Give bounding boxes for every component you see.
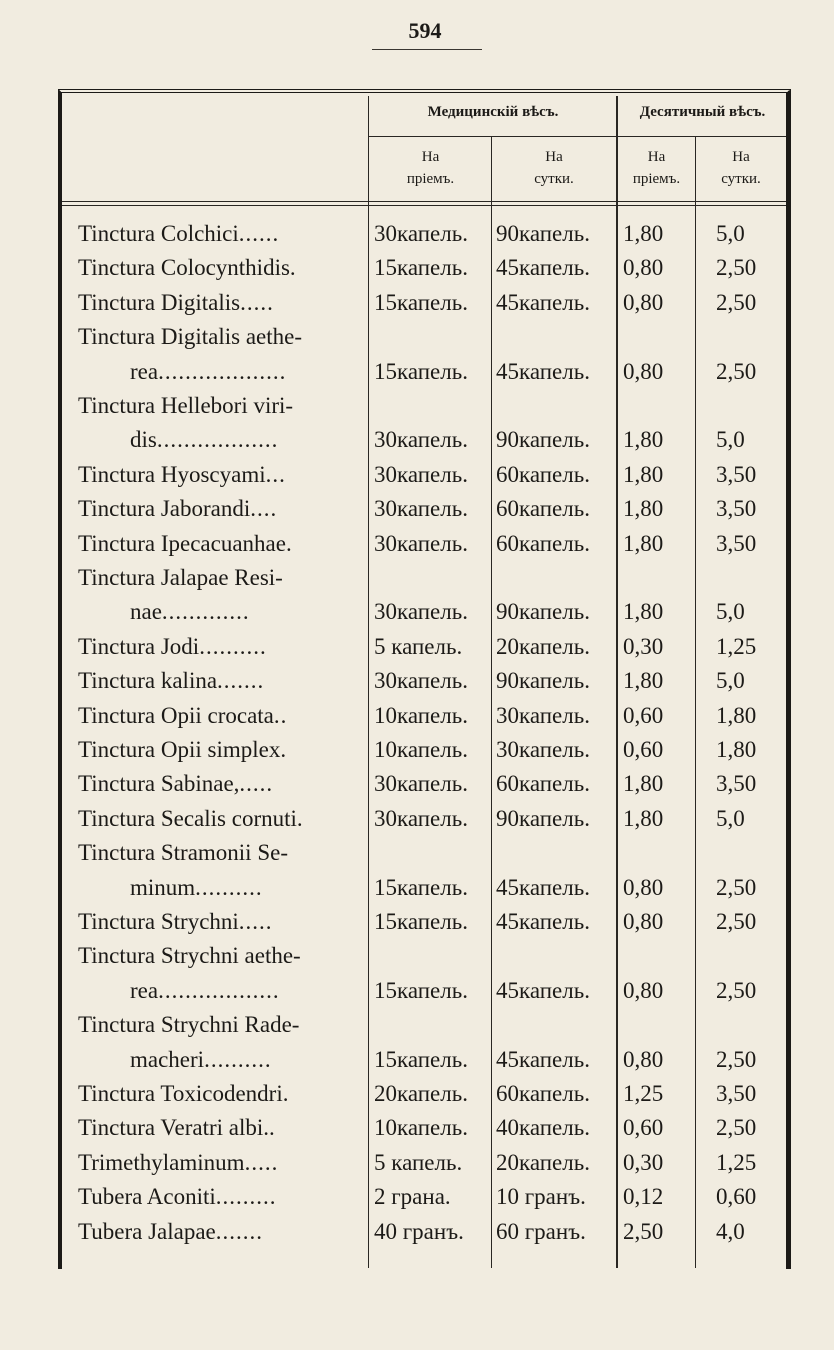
medical-day-cell: 45капель.: [496, 909, 590, 934]
drug-name-text: Tinctura Veratri albi.: [78, 1115, 269, 1141]
medical-day-cell: 45капель.: [496, 1046, 590, 1072]
decimal-day-cell: 1,80: [716, 702, 757, 728]
decimal-dose-cell: 1,80: [623, 668, 664, 694]
medical-dose-cell: 15капель.: [374, 909, 468, 934]
table-row: [0, 974, 834, 1010]
decimal-dose-cell: 0,60: [623, 1115, 664, 1141]
subheader-med-dose-line1: На: [421, 149, 440, 165]
decimal-day-cell: 2,50: [716, 255, 757, 281]
decimal-dose-cell: 0,80: [623, 1046, 664, 1072]
drug-name: [130, 359, 362, 385]
medical-day-cell: 40капель.: [496, 1115, 590, 1141]
drug-name-text: Tinctura Jalapae Resi-: [78, 565, 283, 590]
leader-dots: ..........: [199, 633, 267, 659]
drug-name: [78, 1150, 362, 1176]
decimal-dose-cell: 0,30: [623, 633, 664, 659]
drug-name: [78, 771, 362, 797]
subheader-dec-dose-line1: На: [647, 149, 666, 165]
drug-name: [78, 1115, 362, 1141]
medical-dose-cell: 15капель.: [374, 358, 468, 384]
medical-day-cell: 45капель.: [496, 977, 590, 1003]
decimal-day-cell: 1,25: [716, 1149, 757, 1175]
medical-dose-cell: 30капель.: [374, 496, 468, 522]
medical-dose-cell: 15капель.: [374, 977, 468, 1003]
drug-name: [78, 840, 362, 866]
drug-name: [78, 806, 362, 832]
medical-dose-cell: 2 грана.: [374, 1184, 451, 1210]
decimal-dose-cell: 1,80: [623, 599, 664, 625]
drug-name-text: Tinctura Opii simplex: [78, 737, 281, 762]
medical-day-cell: 90капель.: [496, 599, 590, 625]
table-row: [0, 355, 834, 391]
medical-dose-cell: 30капель.: [374, 530, 468, 556]
drug-name: [78, 393, 362, 419]
drug-name-text: Tinctura Colchici: [78, 221, 239, 246]
medical-dose-cell: 30капель.: [374, 599, 468, 625]
drug-name-text: Tinctura kalina: [78, 668, 218, 694]
medical-day-cell: 90капель.: [496, 668, 590, 694]
drug-name-text: dis: [130, 427, 157, 453]
table-row: [0, 561, 834, 597]
medical-dose-cell: 30капель.: [374, 668, 468, 694]
leader-dots: .....: [240, 289, 274, 315]
drug-name-text: Tinctura Toxicodendri: [78, 1081, 283, 1106]
medical-dose-cell: 30капель.: [374, 461, 468, 487]
drug-name: [78, 531, 362, 557]
medical-day-cell: 30капель.: [496, 737, 590, 762]
decimal-day-cell: 2,50: [716, 909, 757, 934]
table-row: [0, 320, 834, 356]
table-row: [0, 251, 834, 287]
medical-day-cell: 90капель.: [496, 805, 590, 831]
leader-dots: ..................: [156, 427, 279, 453]
header-bottom-rule-second: [62, 205, 786, 206]
medical-dose-cell: 15капель.: [374, 289, 468, 315]
drug-name-text: Tinctura Strychni aethe-: [78, 943, 301, 969]
medical-dose-cell: 20капель.: [374, 1081, 468, 1106]
table-row: [0, 389, 834, 425]
decimal-dose-cell: 1,25: [623, 1081, 664, 1106]
drug-name-text: Tinctura Stramonii Se-: [78, 840, 288, 866]
drug-name: [130, 427, 362, 453]
decimal-dose-cell: 0,80: [623, 358, 664, 384]
medical-day-cell: 45капель.: [496, 358, 590, 384]
table-row: [0, 905, 834, 941]
leader-dots: ..........: [204, 1046, 272, 1072]
table-row: [0, 492, 834, 528]
drug-name: [130, 599, 362, 625]
leader-dots: .: [285, 530, 293, 556]
decimal-day-cell: 4,0: [716, 1218, 745, 1244]
decimal-dose-cell: 1,80: [623, 496, 664, 522]
leader-dots: .......: [215, 1218, 263, 1244]
leader-dots: ....: [250, 496, 278, 522]
medical-dose-cell: 15капель.: [374, 255, 468, 281]
medical-day-cell: 10 гранъ.: [496, 1184, 586, 1210]
drug-name: [78, 634, 362, 660]
decimal-dose-cell: 0,60: [623, 702, 664, 728]
decimal-day-cell: 2,50: [716, 358, 757, 384]
leader-dots: ..: [273, 702, 288, 728]
decimal-dose-cell: 1,80: [623, 427, 664, 453]
drug-name: [78, 668, 362, 694]
subheader-dec-dose-line2: пріемъ.: [632, 171, 681, 187]
medical-day-cell: 60капель.: [496, 530, 590, 556]
subheader-dec-day: [696, 146, 786, 190]
drug-name-text: Tinctura Jodi: [78, 633, 200, 659]
leader-dots: ......: [238, 221, 280, 246]
page-number-rule: [372, 49, 482, 50]
subheader-dec-day-line1: На: [732, 149, 750, 165]
decimal-dose-cell: 0,80: [623, 289, 664, 315]
leader-dots: .: [282, 1081, 290, 1106]
leader-dots: .............: [161, 599, 250, 625]
decimal-day-cell: 5,0: [716, 221, 745, 246]
subheader-med-dose: [370, 146, 491, 190]
medical-day-cell: 60капель.: [496, 461, 590, 487]
drug-name: [78, 1219, 362, 1245]
decimal-dose-cell: 2,50: [623, 1218, 664, 1244]
drug-name: [78, 1184, 362, 1210]
drug-name-text: Tinctura Secalis cornuti.: [78, 805, 303, 831]
subheader-med-day-line2: сутки.: [534, 171, 574, 187]
decimal-day-cell: 1,25: [716, 633, 757, 659]
table-row: [0, 836, 834, 872]
table-row: [0, 1077, 834, 1113]
table-row: [0, 1043, 834, 1079]
medical-day-cell: 60 гранъ.: [496, 1218, 586, 1244]
drug-name-text: Tubera Jalapae: [78, 1218, 216, 1244]
decimal-day-cell: 2,50: [716, 1115, 757, 1141]
leader-dots: .....: [239, 771, 274, 797]
drug-name: [78, 909, 362, 935]
table-row: [0, 1146, 834, 1182]
table-row: [0, 767, 834, 803]
decimal-day-cell: 3,50: [716, 771, 757, 797]
table-row: [0, 1111, 834, 1147]
decimal-day-cell: 2,50: [716, 1046, 757, 1072]
medical-day-cell: 20капель.: [496, 633, 590, 659]
medical-dose-cell: 40 гранъ.: [374, 1218, 464, 1244]
medical-dose-cell: 10капель.: [374, 1115, 468, 1141]
decimal-day-cell: 5,0: [716, 427, 745, 453]
table-row: [0, 286, 834, 322]
drug-name-text: Tinctura Strychni Rade-: [78, 1012, 300, 1038]
table-row: [0, 664, 834, 700]
leader-dots: .: [289, 255, 297, 281]
table-row: [0, 458, 834, 494]
decimal-dose-cell: 0,60: [623, 737, 664, 762]
table-row: [0, 699, 834, 735]
medical-dose-cell: 30капель.: [374, 805, 468, 831]
medical-dose-cell: 15капель.: [374, 874, 468, 900]
decimal-day-cell: 0,60: [716, 1184, 757, 1210]
page-number: 594: [408, 18, 442, 43]
drug-name-text: Trimethylaminum: [78, 1149, 245, 1175]
header-bottom-rule: [62, 201, 786, 202]
decimal-dose-cell: 1,80: [623, 461, 664, 487]
medical-day-cell: 60капель.: [496, 771, 590, 797]
leader-dots: .....: [244, 1149, 279, 1175]
leader-dots: ..................: [158, 977, 280, 1003]
drug-name: [130, 875, 362, 901]
subheader-med-day: [492, 146, 616, 190]
table-row: [0, 527, 834, 563]
drug-name-text: macheri: [130, 1046, 205, 1072]
medical-dose-cell: 5 капель.: [374, 633, 463, 659]
medical-day-cell: 45капель.: [496, 289, 590, 315]
medical-dose-cell: 5 капель.: [374, 1149, 463, 1175]
medical-dose-cell: 30капель.: [374, 771, 468, 797]
table-row: [0, 217, 834, 253]
medical-day-cell: 20капель.: [496, 1149, 590, 1175]
drug-name: [78, 290, 362, 316]
medical-day-cell: 90капель.: [496, 221, 590, 246]
drug-name-text: minum: [130, 874, 196, 900]
decimal-dose-cell: 0,80: [623, 255, 664, 281]
drug-name: [78, 565, 362, 591]
subheader-dec-day-line2: сутки.: [721, 171, 761, 187]
header-group-rule: [368, 136, 786, 137]
decimal-day-cell: 1,80: [716, 737, 757, 762]
medical-dose-cell: 30капель.: [374, 427, 468, 453]
drug-name: [78, 943, 362, 969]
medical-day-cell: 60капель.: [496, 496, 590, 522]
leader-dots: ...................: [158, 358, 287, 384]
drug-name-text: Tinctura Hyoscyami: [78, 461, 266, 487]
subheader-dec-dose: [618, 146, 695, 190]
medical-day-cell: 90капель.: [496, 427, 590, 453]
decimal-day-cell: 2,50: [716, 874, 757, 900]
subheader-med-day-line1: На: [545, 149, 563, 165]
decimal-dose-cell: 1,80: [623, 805, 664, 831]
decimal-dose-cell: 1,80: [623, 221, 664, 246]
decimal-dose-cell: 0,30: [623, 1149, 664, 1175]
drug-name: [78, 255, 362, 281]
decimal-day-cell: 5,0: [716, 668, 745, 694]
decimal-day-cell: 2,50: [716, 977, 757, 1003]
medical-dose-cell: 15капель.: [374, 1046, 468, 1072]
drug-name-text: Tinctura Jaborandi: [78, 496, 251, 522]
decimal-dose-cell: 0,80: [623, 977, 664, 1003]
table-row: [0, 1215, 834, 1251]
drug-name: [78, 462, 362, 488]
drug-name-text: Tinctura Hellebori viri-: [78, 393, 294, 418]
drug-name: [78, 221, 362, 247]
drug-name: [78, 703, 362, 729]
drug-name-text: rea: [130, 977, 159, 1003]
medical-day-cell: 45капель.: [496, 874, 590, 900]
table-row: [0, 630, 834, 666]
group-header-medical: Медицинскій вѣсъ.: [427, 104, 559, 120]
drug-name: [78, 1081, 362, 1107]
drug-name: [78, 737, 362, 763]
drug-name-text: Tinctura Colocynthidis: [78, 255, 290, 281]
leader-dots: .......: [217, 668, 265, 694]
table-row: [0, 871, 834, 907]
drug-name-text: Tinctura Ipecacuanhae: [78, 530, 286, 556]
table-row: [0, 595, 834, 631]
leader-dots: .........: [215, 1184, 277, 1210]
drug-name: [78, 324, 362, 350]
drug-name-text: Tinctura Opii crocata: [78, 702, 274, 728]
decimal-day-cell: 3,50: [716, 461, 757, 487]
leader-dots: .: [269, 1115, 276, 1141]
group-header-decimal: Десятичный вѣсъ.: [639, 104, 766, 120]
drug-name-text: Tubera Aconiti: [78, 1184, 216, 1210]
drug-name-text: rea: [130, 358, 159, 384]
medical-day-cell: 45капель.: [496, 255, 590, 281]
decimal-dose-cell: 1,80: [623, 771, 664, 797]
decimal-dose-cell: 0,12: [623, 1184, 664, 1210]
table-row: [0, 802, 834, 838]
decimal-day-cell: 3,50: [716, 1081, 757, 1106]
leader-dots: .: [280, 737, 288, 762]
medical-dose-cell: 10капель.: [374, 702, 468, 728]
decimal-day-cell: 5,0: [716, 599, 745, 625]
decimal-day-cell: 3,50: [716, 530, 757, 556]
decimal-day-cell: 2,50: [716, 289, 757, 315]
drug-name-text: Tinctura Strychni: [78, 909, 239, 934]
drug-name: [78, 1012, 362, 1038]
medical-day-cell: 60капель.: [496, 1081, 590, 1106]
drug-name-text: Tinctura Digitalis aethe-: [78, 324, 302, 350]
table-row: [0, 733, 834, 769]
table-row: [0, 1180, 834, 1216]
medical-day-cell: 30капель.: [496, 702, 590, 728]
drug-name: [78, 496, 362, 522]
decimal-day-cell: 3,50: [716, 496, 757, 522]
medical-dose-cell: 30капель.: [374, 221, 468, 246]
decimal-dose-cell: 0,80: [623, 909, 664, 934]
drug-name-text: Tinctura Sabinae,: [78, 771, 240, 797]
leader-dots: ...: [265, 461, 286, 487]
decimal-dose-cell: 0,80: [623, 874, 664, 900]
decimal-day-cell: 5,0: [716, 805, 745, 831]
table-row: [0, 423, 834, 459]
table-row: [0, 1008, 834, 1044]
table-row: [0, 939, 834, 975]
drug-name: [130, 1047, 362, 1073]
leader-dots: ..........: [195, 874, 263, 900]
drug-name-text: nae: [130, 599, 162, 625]
medical-dose-cell: 10капель.: [374, 737, 468, 762]
decimal-dose-cell: 1,80: [623, 530, 664, 556]
leader-dots: .....: [238, 909, 273, 934]
drug-name-text: Tinctura Digitalis: [78, 289, 241, 315]
subheader-med-dose-line2: пріемъ.: [406, 171, 455, 187]
drug-name: [130, 978, 362, 1004]
